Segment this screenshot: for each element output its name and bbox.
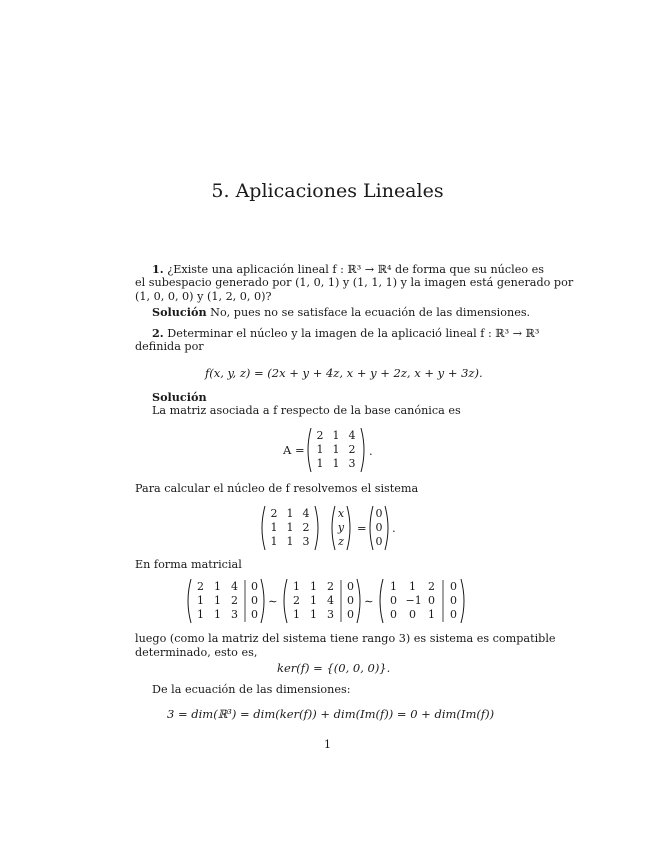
matrix-cell: 0 (450, 594, 457, 607)
problem-1-solution (152, 305, 530, 320)
matrix-cell: 3 (231, 608, 238, 621)
matrix-cell: 2 (270, 507, 278, 520)
matrix-cell: 2 (428, 580, 435, 593)
matrix-cell: 2 (231, 594, 238, 607)
matrix-cell: 3 (327, 608, 334, 621)
left-paren (188, 579, 191, 623)
problem-1-number: 1. (152, 262, 164, 276)
problem-1-line3: (1, 0, 0, 0) y (1, 2, 0, 0)? (135, 290, 272, 303)
matrix-cell: 4 (327, 594, 334, 607)
left-paren (284, 579, 287, 623)
matrix-cell: 1 (310, 580, 317, 593)
period-2: . (392, 521, 396, 535)
matrix-cell: 1 (428, 608, 435, 621)
matrix-cell: 1 (310, 594, 317, 607)
problem-1-line2: el subespacio generado por (1, 0, 1) y (1, 1, 1) y la imagen está generado por (135, 276, 574, 289)
matrix-cell: 1 (214, 594, 221, 607)
problem-2-line2: definida por (135, 340, 204, 353)
zero-vector (368, 505, 390, 551)
dimension-equation: 3 = dim(ℝ³) = dim(ker(f)) + dim(Im(f)) = 0 + dim(Im(f)) (167, 707, 495, 721)
augmented-matrix-1 (186, 578, 266, 624)
matrix-cell: 1 (409, 580, 416, 593)
variable-vector (330, 505, 352, 551)
problem-2-text-1: Determinar el núcleo y la imagen de la aplicació lineal f : ℝ³ → ℝ³ (167, 327, 540, 340)
matrix-cell: 0 (347, 594, 354, 607)
matricial-text: En forma matricial (135, 558, 242, 571)
matrix-cell: 1 (293, 608, 300, 621)
kernel-calc-text: Para calcular el núcleo de f resolvemos el sistema (135, 482, 419, 495)
matrix-cell: 4 (231, 580, 238, 593)
matrix-cell: 0 (375, 507, 383, 520)
augmented-matrix-3 (378, 578, 466, 624)
solution-label: Solución (152, 305, 207, 319)
right-paren (461, 579, 464, 623)
matrix-cell: 1 (214, 580, 221, 593)
matrix-cell: 2 (197, 580, 204, 593)
matrix-cell: 0 (428, 594, 435, 607)
matrix-cell: 1 (197, 608, 204, 621)
matrix-cell: 1 (310, 608, 317, 621)
left-paren (308, 428, 311, 472)
matrix-cell: 1 (197, 594, 204, 607)
right-paren (361, 428, 364, 472)
matrix-cell: 1 (390, 580, 397, 593)
matrix-cell: y (337, 521, 345, 534)
matrix-cell: 1 (286, 507, 294, 520)
problem-1-line1 (152, 262, 544, 277)
matrix-cell: 0 (409, 608, 416, 621)
matrix-cell: x (337, 507, 345, 520)
associated-matrix-text: La matriz asociada a f respecto de la base canónica es (152, 404, 461, 417)
matrix-cell: 0 (251, 608, 258, 621)
page-number: 1 (324, 738, 331, 751)
matrix-cell: 0 (390, 608, 397, 621)
right-paren (315, 506, 318, 550)
augmented-matrix-2 (282, 578, 362, 624)
matrix-cell: 1 (332, 457, 340, 470)
system-matrix (260, 505, 320, 551)
matrix-cell: 0 (450, 608, 457, 621)
left-paren (380, 579, 383, 623)
solution-heading: Solución (152, 390, 207, 404)
matrix-cell: 3 (302, 535, 310, 548)
function-definition: f(x, y, z) = (2x + y + 4z, x + y + 2z, x + y + 3z). (205, 366, 483, 380)
matrix-cell: 0 (251, 594, 258, 607)
matrix-cell: 1 (214, 608, 221, 621)
page-title: 5. Aplicaciones Lineales (211, 180, 444, 202)
matrix-cell: 0 (347, 580, 354, 593)
matrix-cell: 1 (316, 443, 324, 456)
left-paren (262, 506, 265, 550)
matrix-cell: 4 (348, 429, 356, 442)
matrix-cell: 1 (332, 443, 340, 456)
matrix-cell: 2 (348, 443, 356, 456)
matrix-cell: 0 (375, 535, 383, 548)
matrix-cell: 0 (347, 608, 354, 621)
dim-intro: De la ecuación de las dimensiones: (152, 683, 351, 696)
problem-2-line1 (152, 326, 539, 341)
matrix-cell: 1 (270, 535, 278, 548)
luego-line1: luego (como la matriz del sistema tiene rango 3) es sistema es compatible (135, 632, 556, 645)
matrix-cell: 0 (390, 594, 397, 607)
problem-1-text-1: ¿Existe una aplicación lineal f : ℝ³ → ℝ⁴ de forma que su núcleo es (167, 263, 545, 276)
sim-1: ∼ (268, 594, 278, 608)
luego-line2: determinado, esto es, (135, 646, 258, 659)
matrix-cell: 3 (348, 457, 356, 470)
matrix-cell: 1 (270, 521, 278, 534)
solution-text: No, pues no se satisface la ecuación de las dimensiones. (210, 306, 531, 319)
matrix-cell: 0 (375, 521, 383, 534)
matrix-cell: 2 (316, 429, 324, 442)
matrix-cell: 2 (293, 594, 300, 607)
matrix-cell: 0 (251, 580, 258, 593)
matrix-cell: z (338, 535, 344, 548)
matrix-a-label: A = (283, 443, 305, 457)
matrix-cell: 1 (316, 457, 324, 470)
kernel-result: ker(f) = {(0, 0, 0)}. (277, 661, 391, 675)
equals-sign: = (357, 521, 367, 535)
matrix-a (306, 427, 366, 473)
matrix-cell: 0 (450, 580, 457, 593)
matrix-cell: −1 (405, 594, 422, 607)
matrix-cell: 1 (293, 580, 300, 593)
period: . (369, 444, 373, 458)
matrix-cell: 1 (286, 535, 294, 548)
matrix-cell: 1 (332, 429, 340, 442)
matrix-cell: 2 (302, 521, 310, 534)
matrix-cell: 2 (327, 580, 334, 593)
problem-2-number: 2. (152, 326, 164, 340)
matrix-cell: 4 (302, 507, 310, 520)
matrix-cell: 1 (286, 521, 294, 534)
sim-2: ∼ (364, 594, 374, 608)
